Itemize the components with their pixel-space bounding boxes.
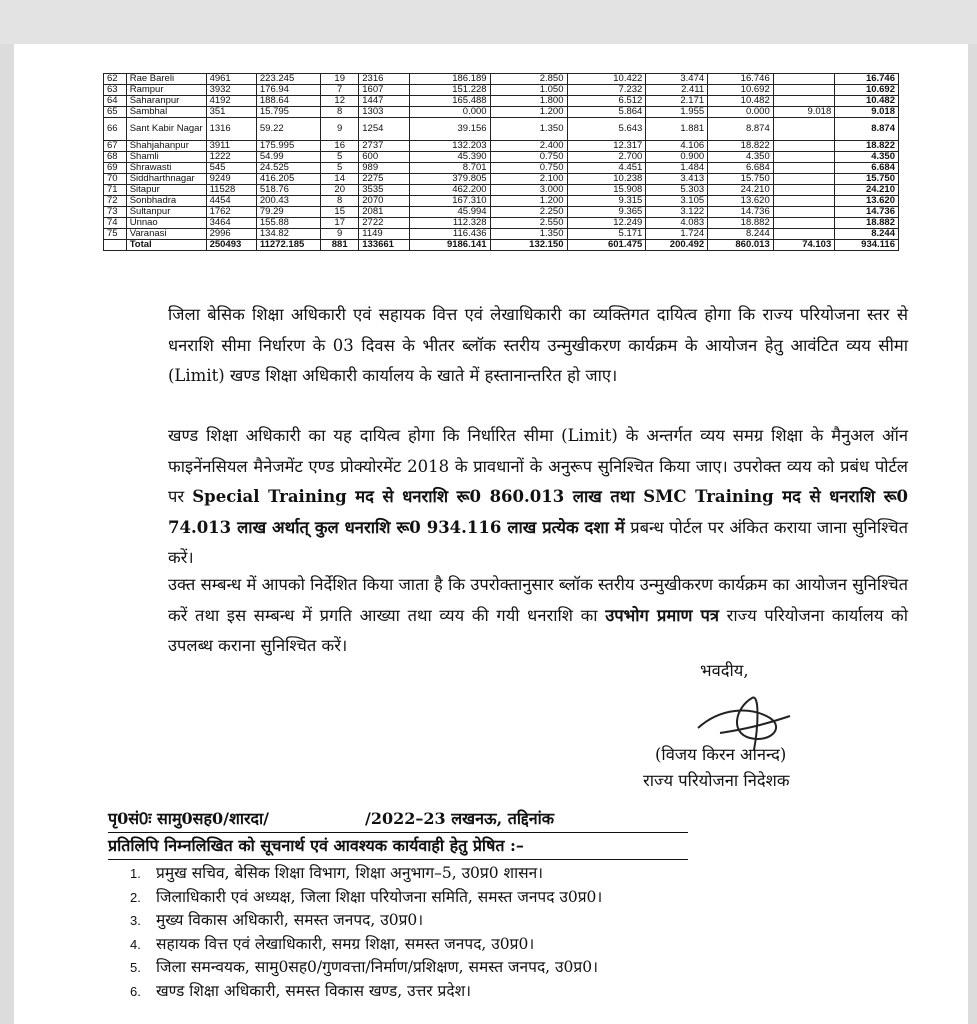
- table-cell-c2: 4454: [206, 196, 256, 207]
- table-cell-c10: 8.874: [708, 118, 774, 141]
- table-row: [104, 229, 899, 240]
- table-cell-c11: [773, 152, 835, 163]
- table-cell-c5: 2722: [359, 218, 409, 229]
- table-cell-c8: 5.643: [567, 118, 646, 141]
- copy-to-line: प्रतिलिपि निम्नलिखित को सूचनार्थ एवं आवश्यक कार्यवाही हेतु प्रेषित :–: [108, 833, 688, 860]
- table-cell-c4: 19: [321, 74, 359, 85]
- reference-prefix: पृ0सं0ः सामु0सह0/शारदा/: [108, 809, 269, 828]
- table-cell-sn: 72: [104, 196, 127, 207]
- paragraph-2-text-c: प्रबन्ध पोर्टल पर अंकित कराया जाना सुनिश्चित करें।: [168, 517, 908, 567]
- list-item-text: जिलाधिकारी एवं अध्यक्ष, जिला शिक्षा परियोजना समिति, समस्त जनपद उ0प्र0।: [156, 887, 603, 906]
- table-cell-c11: [773, 207, 835, 218]
- table-cell-c3: 188.64: [256, 96, 320, 107]
- table-row: [104, 196, 899, 207]
- table-cell-c9: 3.122: [646, 207, 708, 218]
- table-cell-c7: 3.000: [490, 185, 567, 196]
- table-cell-c8: 15.908: [567, 185, 646, 196]
- table-cell-c3: 200.43: [256, 196, 320, 207]
- table-cell-sn: 64: [104, 96, 127, 107]
- paragraph-2: [108, 421, 908, 574]
- table-cell-c12: 9.018: [835, 107, 899, 118]
- table-cell-c11: [773, 196, 835, 207]
- table-cell-c7: 1.200: [490, 107, 567, 118]
- table-cell-c12: 24.210: [835, 185, 899, 196]
- paragraph-2-bold-amounts: Special Training मद से धनराशि रू0 860.013 लाख तथा SMC Training मद से धनराशि रू0 74.013 लाख अर्थात् कुल धनराशि रू0 934.116 लाख प्रत्येक दशा में: [168, 487, 908, 537]
- list-item-number: 5.: [130, 960, 141, 976]
- table-cell-c3: 15.795: [256, 107, 320, 118]
- table-cell-c6: 8.701: [409, 163, 490, 174]
- reference-suffix: /2022–23 लखनऊ, तद्दिनांक: [365, 809, 555, 828]
- table-cell-c11: [773, 74, 835, 85]
- table-cell-c5: 1149: [359, 229, 409, 240]
- table-cell-c4: 5: [321, 152, 359, 163]
- table-cell-c11: [773, 174, 835, 185]
- table-cell-c10: 10.482: [708, 96, 774, 107]
- table-cell-sn: 65: [104, 107, 127, 118]
- table-cell-name: Total: [126, 240, 206, 251]
- table-cell-c8: 6.512: [567, 96, 646, 107]
- table-cell-c2: 250493: [206, 240, 256, 251]
- table-cell-sn: 71: [104, 185, 127, 196]
- table-cell-c9: 3.413: [646, 174, 708, 185]
- table-cell-c8: 9.315: [567, 196, 646, 207]
- table-cell-c7: 0.750: [490, 152, 567, 163]
- table-row: [104, 174, 899, 185]
- table-cell-c8: 2.700: [567, 152, 646, 163]
- table-row: [104, 185, 899, 196]
- table-cell-c12: 6.684: [835, 163, 899, 174]
- table-cell-name: Sitapur: [126, 185, 206, 196]
- table-row: [104, 240, 899, 251]
- table-cell-c10: 4.350: [708, 152, 774, 163]
- table-cell-c2: 2996: [206, 229, 256, 240]
- table-cell-c6: 39.156: [409, 118, 490, 141]
- table-cell-c6: 462.200: [409, 185, 490, 196]
- table-cell-name: Varanasi: [126, 229, 206, 240]
- table-cell-c2: 3932: [206, 85, 256, 96]
- table-cell-c5: 1447: [359, 96, 409, 107]
- table-cell-c10: 14.736: [708, 207, 774, 218]
- table-cell-c9: 3.474: [646, 74, 708, 85]
- table-cell-c10: 6.684: [708, 163, 774, 174]
- table-cell-name: Rae Bareli: [126, 74, 206, 85]
- paragraph-3-text-c: राज्य परियोजना कार्यालय को उपलब्ध कराना सुनिश्चित करें।: [168, 605, 908, 655]
- table-cell-c9: 4.106: [646, 141, 708, 152]
- table-cell-c9: 2.411: [646, 85, 708, 96]
- table-cell-c7: 2.400: [490, 141, 567, 152]
- list-item-number: 3.: [130, 913, 141, 929]
- table-cell-c12: 18.822: [835, 141, 899, 152]
- table-cell-c8: 601.475: [567, 240, 646, 251]
- table-cell-c7: 0.750: [490, 163, 567, 174]
- table-cell-c3: 518.76: [256, 185, 320, 196]
- table-row: [104, 152, 899, 163]
- list-item-number: 4.: [130, 936, 141, 952]
- table-row: [104, 107, 899, 118]
- list-item-text: प्रमुख सचिव, बेसिक शिक्षा विभाग, शिक्षा अनुभाग–5, उ0प्र0 शासन।: [156, 864, 544, 882]
- table-cell-c8: 12.317: [567, 141, 646, 152]
- table-cell-c4: 8: [321, 196, 359, 207]
- signatory-designation: राज्य परियोजना निदेशक: [643, 771, 790, 790]
- table-cell-c9: 1.724: [646, 229, 708, 240]
- table-cell-c9: 4.083: [646, 218, 708, 229]
- paragraph-3-bold: उपभोग प्रमाण पत्र: [605, 605, 720, 625]
- table-cell-c2: 11528: [206, 185, 256, 196]
- table-cell-c8: 4.451: [567, 163, 646, 174]
- table-row: [104, 85, 899, 96]
- table-cell-sn: 66: [104, 118, 127, 141]
- table-cell-c6: 0.000: [409, 107, 490, 118]
- table-cell-c11: [773, 218, 835, 229]
- paragraph-2-text-a: खण्ड शिक्षा अधिकारी का यह दायित्व होगा कि निर्धारित सीमा (Limit) के अन्तर्गत व्यय समग्र शिक्षा के मैनुअल ऑन फाइनेंनसियल मैनेजमेंट एण्ड प्रोक्योरमेंट 2018 के प्रावधानों के अनुरूप सुनिश्चित किया जाए। उपरोक्त व्यय को प्रबंध पोर्टल पर: [168, 426, 908, 506]
- table-cell-c6: 112.328: [409, 218, 490, 229]
- table-cell-c7: 1.800: [490, 96, 567, 107]
- table-cell-c10: 10.692: [708, 85, 774, 96]
- table-cell-name: Sant Kabir Nagar: [126, 118, 206, 141]
- list-item-number: 2.: [130, 889, 141, 905]
- paragraph-3-text-a: उक्त सम्बन्ध में आपको निर्देशित किया जाता है कि उपरोक्तानुसार ब्लॉक स्तरीय उन्मुखीकरण कार्यक्रम का आयोजन सुनिश्चित करें तथा इस सम्बन्ध में प्रगति आख्या तथा व्यय की गयी धनराशि का: [168, 575, 908, 625]
- table-cell-c6: 132.203: [409, 141, 490, 152]
- table-cell-c3: 54.99: [256, 152, 320, 163]
- table-cell-c6: 9186.141: [409, 240, 490, 251]
- table-cell-c11: [773, 229, 835, 240]
- table-cell-sn: 75: [104, 229, 127, 240]
- table-cell-c4: 5: [321, 163, 359, 174]
- table-cell-sn: 67: [104, 141, 127, 152]
- table-cell-c11: [773, 118, 835, 141]
- table-cell-c9: 1.881: [646, 118, 708, 141]
- table-cell-c9: 5.303: [646, 185, 708, 196]
- table-cell-c12: 8.244: [835, 229, 899, 240]
- table-cell-name: Shrawasti: [126, 163, 206, 174]
- table-cell-c4: 7: [321, 85, 359, 96]
- table-cell-c2: 545: [206, 163, 256, 174]
- table-cell-c12: 934.116: [835, 240, 899, 251]
- table-cell-c12: 14.736: [835, 207, 899, 218]
- table-cell-sn: 62: [104, 74, 127, 85]
- table-cell-c4: 17: [321, 218, 359, 229]
- table-cell-c2: 4192: [206, 96, 256, 107]
- copy-recipients-list: [108, 862, 890, 1004]
- table-cell-c8: 5.171: [567, 229, 646, 240]
- table-cell-c11: 9.018: [773, 107, 835, 118]
- table-cell-c4: 9: [321, 118, 359, 141]
- table-cell-name: Siddharthnagar: [126, 174, 206, 185]
- table-cell-c5: 2081: [359, 207, 409, 218]
- table-cell-c3: 175.995: [256, 141, 320, 152]
- table-cell-c3: 24.525: [256, 163, 320, 174]
- list-item-number: 6.: [130, 983, 141, 999]
- table-cell-c11: [773, 163, 835, 174]
- table-row: [104, 96, 899, 107]
- table-cell-c12: 4.350: [835, 152, 899, 163]
- table-cell-c3: 134.82: [256, 229, 320, 240]
- table-cell-c5: 3535: [359, 185, 409, 196]
- table-cell-c11: [773, 185, 835, 196]
- table-cell-c2: 3911: [206, 141, 256, 152]
- table-cell-c6: 116.436: [409, 229, 490, 240]
- table-cell-c11: [773, 141, 835, 152]
- table-cell-c2: 351: [206, 107, 256, 118]
- list-item: [130, 933, 890, 957]
- table-cell-c8: 10.422: [567, 74, 646, 85]
- table-cell-c5: 133661: [359, 240, 409, 251]
- table-cell-c9: 1.484: [646, 163, 708, 174]
- table-cell-sn: 63: [104, 85, 127, 96]
- table-cell-c11: 74.103: [773, 240, 835, 251]
- table-cell-c8: 10.238: [567, 174, 646, 185]
- list-item: [130, 862, 890, 886]
- table-cell-c4: 881: [321, 240, 359, 251]
- table-cell-name: Saharanpur: [126, 96, 206, 107]
- table-cell-c8: 7.232: [567, 85, 646, 96]
- table-cell-c7: 2.850: [490, 74, 567, 85]
- table-cell-c5: 600: [359, 152, 409, 163]
- table-cell-c6: 167.310: [409, 196, 490, 207]
- table-cell-c9: 3.105: [646, 196, 708, 207]
- table-cell-sn: 73: [104, 207, 127, 218]
- table-cell-c3: 59.22: [256, 118, 320, 141]
- table-cell-c10: 24.210: [708, 185, 774, 196]
- table-cell-c3: 11272.185: [256, 240, 320, 251]
- table-cell-c12: 10.692: [835, 85, 899, 96]
- table-cell-c9: 0.900: [646, 152, 708, 163]
- list-item: [130, 886, 890, 910]
- table-cell-c11: [773, 85, 835, 96]
- list-item-text: खण्ड शिक्षा अधिकारी, समस्त विकास खण्ड, उत्तर प्रदेश।: [156, 981, 472, 1000]
- list-item-text: सहायक वित्त एवं लेखाधिकारी, समग्र शिक्षा, समस्त जनपद, उ0प्र0।: [156, 934, 535, 953]
- table-cell-c2: 1316: [206, 118, 256, 141]
- table-cell-c7: 1.200: [490, 196, 567, 207]
- table-cell-c2: 1222: [206, 152, 256, 163]
- table-cell-sn: [104, 240, 127, 251]
- table-cell-c12: 10.482: [835, 96, 899, 107]
- table-row: [104, 74, 899, 85]
- list-item: [130, 909, 890, 933]
- table-cell-c2: 4961: [206, 74, 256, 85]
- list-item-text: जिला समन्वयक, सामु0सह0/गुणवत्ता/निर्माण/प्रशिक्षण, समस्त जनपद, उ0प्र0।: [156, 958, 598, 977]
- table-cell-name: Sambhal: [126, 107, 206, 118]
- table-cell-c6: 151.228: [409, 85, 490, 96]
- table-cell-c5: 2275: [359, 174, 409, 185]
- table-cell-c9: 1.955: [646, 107, 708, 118]
- table-cell-c3: 416.205: [256, 174, 320, 185]
- table-cell-name: Sultanpur: [126, 207, 206, 218]
- list-item-text: मुख्य विकास अधिकारी, समस्त जनपद, उ0प्र0।: [156, 911, 424, 930]
- reference-number-line: [108, 806, 688, 833]
- table-cell-c6: 379.805: [409, 174, 490, 185]
- table-cell-c12: 18.882: [835, 218, 899, 229]
- table-cell-sn: 70: [104, 174, 127, 185]
- table-cell-sn: 69: [104, 163, 127, 174]
- table-cell-c4: 9: [321, 229, 359, 240]
- table-cell-c4: 15: [321, 207, 359, 218]
- table-cell-c7: 132.150: [490, 240, 567, 251]
- table-cell-name: Sonbhadra: [126, 196, 206, 207]
- table-cell-c4: 8: [321, 107, 359, 118]
- table-row: [104, 118, 899, 141]
- table-cell-c12: 16.746: [835, 74, 899, 85]
- table-cell-c3: 155.88: [256, 218, 320, 229]
- table-cell-c12: 13.620: [835, 196, 899, 207]
- paragraph-1-text: जिला बेसिक शिक्षा अधिकारी एवं सहायक वित्त एवं लेखाधिकारी का व्यक्तिगत दायित्व होगा कि राज्य परियोजना स्तर से धनराशि सीमा निर्धारण के 03 दिवस के भीतर ब्लॉक स्तरीय उन्मुखीकरण कार्यक्रम के आयोजन हेतु आवंटित व्यय सीमा (Limit) खण्ड शिक्षा अधिकारी कार्यालय के खाते में हस्तानान्तरित हो जाए।: [168, 305, 908, 385]
- table-cell-c5: 2737: [359, 141, 409, 152]
- list-item: [130, 980, 890, 1004]
- table-cell-c6: 165.488: [409, 96, 490, 107]
- table-cell-c7: 2.550: [490, 218, 567, 229]
- table-cell-c7: 1.050: [490, 85, 567, 96]
- table-cell-c9: 2.171: [646, 96, 708, 107]
- table-cell-c10: 18.822: [708, 141, 774, 152]
- table-row: [104, 207, 899, 218]
- table-cell-name: Rampur: [126, 85, 206, 96]
- table-cell-c3: 176.94: [256, 85, 320, 96]
- table-cell-c9: 200.492: [646, 240, 708, 251]
- table-cell-c5: 2316: [359, 74, 409, 85]
- table-cell-c6: 45.994: [409, 207, 490, 218]
- list-item-number: 1.: [130, 866, 141, 881]
- table-cell-c3: 79.29: [256, 207, 320, 218]
- table-cell-c11: [773, 96, 835, 107]
- table-row: [104, 163, 899, 174]
- table-cell-c4: 14: [321, 174, 359, 185]
- table-cell-c12: 8.874: [835, 118, 899, 141]
- table-cell-c2: 9249: [206, 174, 256, 185]
- table-cell-c10: 15.750: [708, 174, 774, 185]
- table-cell-c4: 16: [321, 141, 359, 152]
- table-cell-c5: 1303: [359, 107, 409, 118]
- table-cell-c10: 18.882: [708, 218, 774, 229]
- table-cell-c4: 12: [321, 96, 359, 107]
- table-cell-c8: 5.864: [567, 107, 646, 118]
- closing-text: भवदीय,: [700, 661, 749, 680]
- table-cell-c6: 45.390: [409, 152, 490, 163]
- table-cell-c7: 2.100: [490, 174, 567, 185]
- paragraph-1: [108, 300, 908, 392]
- table-cell-c5: 1607: [359, 85, 409, 96]
- table-cell-c10: 16.746: [708, 74, 774, 85]
- reference-block: [108, 806, 688, 860]
- signatory-name: (विजय किरन आनन्द): [655, 745, 787, 764]
- table-cell-c12: 15.750: [835, 174, 899, 185]
- table-cell-name: Shahjahanpur: [126, 141, 206, 152]
- table-row: [104, 141, 899, 152]
- table-cell-c2: 3464: [206, 218, 256, 229]
- table-cell-c6: 186.189: [409, 74, 490, 85]
- table-cell-c8: 9.365: [567, 207, 646, 218]
- table-cell-c5: 2070: [359, 196, 409, 207]
- list-item: [130, 956, 890, 980]
- table-cell-name: Unnao: [126, 218, 206, 229]
- table-cell-c7: 1.350: [490, 229, 567, 240]
- paragraph-3: [108, 570, 908, 662]
- table-cell-c7: 2.250: [490, 207, 567, 218]
- table-cell-sn: 68: [104, 152, 127, 163]
- photo-top-edge: [0, 0, 977, 44]
- table-row: [104, 218, 899, 229]
- table-cell-c10: 13.620: [708, 196, 774, 207]
- table-cell-c4: 20: [321, 185, 359, 196]
- table-cell-sn: 74: [104, 218, 127, 229]
- table-cell-c10: 8.244: [708, 229, 774, 240]
- table-cell-c7: 1.350: [490, 118, 567, 141]
- table-cell-c10: 860.013: [708, 240, 774, 251]
- table-cell-c2: 1762: [206, 207, 256, 218]
- table-cell-c8: 12.249: [567, 218, 646, 229]
- table-cell-name: Shamli: [126, 152, 206, 163]
- district-allocation-table: [103, 73, 899, 251]
- table-cell-c5: 1254: [359, 118, 409, 141]
- table-cell-c10: 0.000: [708, 107, 774, 118]
- table-cell-c3: 223.245: [256, 74, 320, 85]
- table-cell-c5: 989: [359, 163, 409, 174]
